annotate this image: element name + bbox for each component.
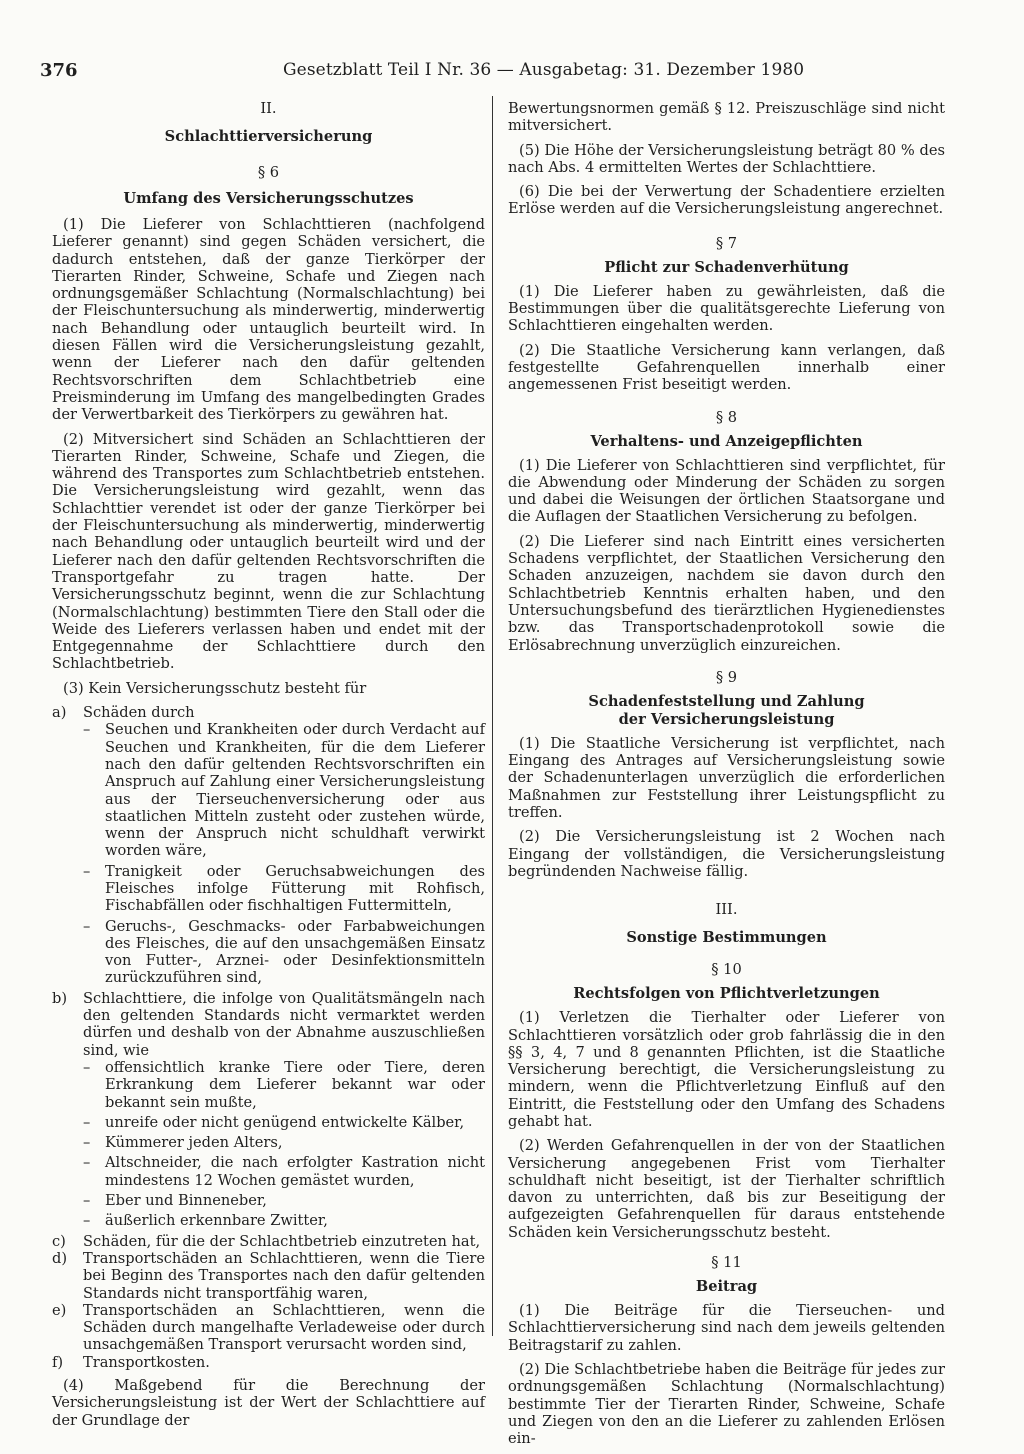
section-number: § 7 [715, 234, 738, 252]
chapter-number: II. [260, 100, 277, 117]
dash-item-text: unreife oder nicht genügend entwickelte Kälber, [105, 1113, 465, 1131]
paragraph: (1) Die Lieferer haben zu gewährleisten, daß die Bestimmungen über die qualitätsgerechte Lieferung von Schlachttieren eingehalten werden. [508, 282, 945, 335]
list-item-text: Transportkosten. [83, 1353, 210, 1371]
section-title: Umfang des Versicherungsschutzes [123, 190, 414, 207]
dash-item: – Seuchen und Krankheiten oder durch Verdacht auf Seuchen und Krankheiten, für die dem Lieferer nach den dafür geltenden Rechtsvorschriften ein Anspruch auf Zahlung einer Versicherungsleistung aus der Tierseuchenversicherung oder aus staatlichen Mitteln zusteht oder zustehen würde, wenn der Anspruch nicht schuldhaft verwirkt worden wäre, [83, 721, 485, 860]
paragraph: (1) Die Lieferer von Schlachttieren (nachfolgend Lieferer genannt) sind gegen Schäden versichert, die dadurch entstehen, daß der ganze Tierkörper der Tierarten Rinder, Schweine, Schafe und Ziegen nach ordnungsgemäßer Schlachtung (Normalschlachtung) bei der Fleischuntersuchung als minderwertig, minderwertig nach Behandlung oder untauglich beurteilt wird. In diesen Fällen wird die Versicherungsleistung gezahlt, wenn der Lieferer nach den dafür geltenden Rechtsvorschriften dem Schlachtbetrieb eine Preisminderung im Umfang des mangelbedingten Grades der Verwertbarkeit des Tierkörpers zu gewähren hat. [52, 216, 485, 424]
paragraph: (1) Die Beiträge für die Tierseuchen- und Schlachttierversicherung sind nach dem jeweils geltenden Beitragstarif zu zahlen. [508, 1302, 945, 1354]
dash-item: – Kümmerer jeden Alters, [83, 1134, 485, 1151]
dash-item-text: offensichtlich kranke Tiere oder Tiere, deren Erkrankung dem Lieferer bekannt war oder bekannt sein mußte, [105, 1058, 485, 1111]
paragraph: (5) Die Höhe der Versicherungsleistung beträgt 80 % des nach Abs. 4 ermittelten Wertes der Schlachttiere. [508, 141, 945, 176]
dash-item: – unreife oder nicht genügend entwickelte Kälber, [83, 1114, 485, 1131]
dash-item-text: Kümmerer jeden Alters, [105, 1134, 283, 1152]
chapter-number: III. [715, 901, 738, 919]
paragraph: (4) Maßgebend für die Berechnung der Versicherungsleistung ist der Wert der Schlachttiere auf der Grundlage der [52, 1377, 485, 1429]
chapter-title: Sonstige Bestimmungen [626, 929, 827, 947]
dash-item-text: Geruchs-, Geschmacks- oder Farbabweichungen des Fleisches, die auf den unsachgemäßen Einsatz von Futter-, Arznei- oder Desinfektionsmitteln zurückzuführen sind, [105, 917, 485, 987]
paragraph: (2) Werden Gefahrenquellen in der von der Staatlichen Versicherung angegebenen Frist vom Tierhalter schuldhaft nicht beseitigt, ist der Tierhalter schriftlich davon zu unterrichten, daß bis zur Beseitigung der aufgezeigten Gefahrenquellen für daraus entstehende Schäden kein Versicherungsschutz besteht. [508, 1137, 945, 1241]
list-item [52, 1302, 485, 1354]
paragraph: (1) Die Lieferer von Schlachttieren sind verpflichtet, für die Abwendung oder Minderung der Schäden zu sorgen und dabei die Weisungen der örtlichen Staatsorgane und die Auflagen der Staatlichen Versicherung zu befolgen. [508, 456, 945, 526]
list-marker: f) [52, 1353, 64, 1371]
section-title: Pflicht zur Schadenverhütung [604, 258, 849, 276]
column-divider [492, 96, 493, 1336]
section-title: Schadenfeststellung und Zahlung [588, 692, 865, 710]
paragraph-continuation: Bewertungsnormen gemäß § 12. Preiszuschläge sind nicht mitversichert. [508, 100, 945, 135]
list-item [52, 704, 485, 721]
page-header [40, 60, 945, 86]
list-item-text: Schlachttiere, die infolge von Qualitätsmängeln nach den geltenden Standards nicht vermarktet werden dürfen und deshalb von der Abnahme auszuschließen sind, wie [83, 989, 485, 1059]
section-number: § 6 [257, 164, 280, 181]
chapter-title: Schlachttierversicherung [164, 128, 373, 145]
list-item [52, 1233, 485, 1250]
paragraph: (2) Die Schlachtbetriebe haben die Beiträge für jedes zur ordnungsgemäßen Schlachtung (Normalschlachtung) bestimmte Tier der Tierarten Rinder, Schweine, Schafe und Ziegen von den an die Lieferer zu zahlenden Erlösen ein- [508, 1360, 945, 1448]
dash-item: – Altschneider, die nach erfolgter Kastration nicht mindestens 12 Wochen gemästet wurden, [83, 1154, 485, 1189]
section-title: der Versicherungsleistung [618, 710, 835, 728]
section-title: Rechtsfolgen von Pflichtverletzungen [573, 985, 880, 1003]
paragraph: (6) Die bei der Verwertung der Schadentiere erzielten Erlöse werden auf die Versicherungsleistung angerechnet. [508, 183, 945, 218]
section-number: § 11 [711, 1254, 742, 1272]
paragraph: (2) Mitversichert sind Schäden an Schlachttieren der Tierarten Rinder, Schweine, Schafe und Ziegen, die während des Transportes zum Schlachtbetrieb entstehen. Die Versicherungsleistung wird gezahlt, wenn das Schlachttier verendet ist oder der ganze Tierkörper bei der Fleischuntersuchung als minderwertig, minderwertig nach Behandlung oder untauglich beurteilt wird und der Lieferer nach den dafür geltenden Rechtsvorschriften die Transportgefahr zu tragen hatte. Der Versicherungsschutz beginnt, wenn die zur Schlachtung (Normalschlachtung) bestimmten Tiere den Stall oder die Weide des Lieferers verlassen haben und endet mit der Entgegennahme der Schlachttiere durch den Schlachtbetrieb. [52, 430, 485, 673]
left-column [52, 100, 485, 1436]
list-marker: c) [52, 1232, 66, 1250]
paragraph: (2) Die Lieferer sind nach Eintritt eines versicherten Schadens verpflichtet, der Staatlichen Versicherung den Schaden anzuzeigen, nachdem sie davon durch den Schlachtbetrieb Kenntnis erhalten haben, und den Untersuchungsbefund des tierärztlichen Hygienedienstes bzw. das Transportschadenprotokoll sowie die Erlösabrechnung unverzüglich einzureichen. [508, 532, 945, 654]
paragraph: (1) Verletzen die Tierhalter oder Lieferer von Schlachttieren vorsätzlich oder grob fahrlässig die in den §§ 3, 4, 7 und 8 genannten Pflichten, ist die Staatliche Versicherung berechtigt, die Versicherungsleistung zu mindern, wenn die Pflichtverletzung Einfluß auf den Eintritt, die Feststellung oder den Umfang des Schadens gehabt hat. [508, 1009, 945, 1130]
page-number: 376 [40, 60, 78, 81]
dash-item-text: Eber und Binneneber, [105, 1192, 267, 1210]
section-number: § 9 [715, 668, 738, 686]
dash-item-text: Seuchen und Krankheiten oder durch Verdacht auf Seuchen und Krankheiten, für die dem Lieferer nach den dafür geltenden Rechtsvorschriften ein Anspruch auf Zahlung einer Versicherungsleistung aus der Tierseuchenversicherung oder aus staatlichen Mitteln zusteht oder zustehen würde, wenn der Anspruch nicht schuldhaft verwirkt worden wäre, [105, 721, 485, 860]
dash-item: – Eber und Binneneber, [83, 1192, 485, 1209]
dash-item-text: Tranigkeit oder Geruchsabweichungen des Fleisches infolge Fütterung mit Rohfisch, Fischabfällen oder fischhaltigen Futtermitteln, [105, 862, 485, 915]
paragraph: (2) Die Staatliche Versicherung kann verlangen, daß festgestellte Gefahrenquellen innerhalb einer angemessenen Frist beseitigt werden. [508, 341, 945, 394]
dash-item: – Geruchs-, Geschmacks- oder Farbabweichungen des Fleisches, die auf den unsachgemäßen Einsatz von Futter-, Arznei- oder Desinfektionsmitteln zurückzuführen sind, [83, 917, 485, 987]
list-marker: a) [52, 704, 67, 722]
list-item-text: Schäden durch [83, 704, 195, 722]
list-item [52, 990, 485, 1059]
list-marker: e) [52, 1301, 67, 1319]
dash-item: – offensichtlich kranke Tiere oder Tiere, deren Erkrankung dem Lieferer bekannt war oder bekannt sein mußte, [83, 1058, 485, 1111]
list-item-text: Schäden, für die der Schlachtbetrieb einzutreten hat, [83, 1232, 481, 1250]
list-item [52, 1250, 485, 1302]
paragraph: (1) Die Staatliche Versicherung ist verpflichtet, nach Eingang des Antrages auf Versicherungsleistung sowie der Schadenunterlagen unverzüglich die erforderlichen Maßnahmen zur Feststellung ihrer Leistungspflicht zu treffen. [508, 734, 945, 822]
header-title: Gesetzblatt Teil I Nr. 36 — Ausgabetag: 31. Dezember 1980 [283, 60, 805, 80]
dash-item-text: Altschneider, die nach erfolgter Kastration nicht mindestens 12 Wochen gemästet wurden, [105, 1154, 485, 1189]
list-marker: d) [52, 1249, 68, 1267]
dash-item: – äußerlich erkennbare Zwitter, [83, 1212, 485, 1229]
section-title: Beitrag [695, 1278, 758, 1296]
paragraph: (3) Kein Versicherungsschutz besteht für [63, 679, 367, 697]
list-marker: b) [52, 989, 68, 1007]
dash-item: – Tranigkeit oder Geruchsabweichungen des Fleisches infolge Fütterung mit Rohfisch, Fischabfällen oder fischhaltigen Futtermitteln, [83, 862, 485, 915]
right-column [508, 100, 945, 1454]
list-item-text: Transportschäden an Schlachttieren, wenn die Tiere bei Beginn des Transportes nach den dafür geltenden Standards nicht transportfähig waren, [83, 1249, 485, 1302]
section-title: Verhaltens- und Anzeigepflichten [590, 432, 863, 450]
exclusion-list [52, 704, 485, 1371]
dash-item-text: äußerlich erkennbare Zwitter, [105, 1212, 328, 1230]
section-number: § 8 [715, 408, 738, 426]
paragraph: (2) Die Versicherungsleistung ist 2 Wochen nach Eingang der vollständigen, die Versicherungsleistung begründenden Nachweise fällig. [508, 828, 945, 880]
list-item [52, 1354, 485, 1371]
section-number: § 10 [711, 961, 742, 979]
list-item-text: Transportschäden an Schlachttieren, wenn die Schäden durch mangelhafte Verladeweise oder durch unsachgemäßen Transport verursacht worden sind, [83, 1301, 485, 1354]
